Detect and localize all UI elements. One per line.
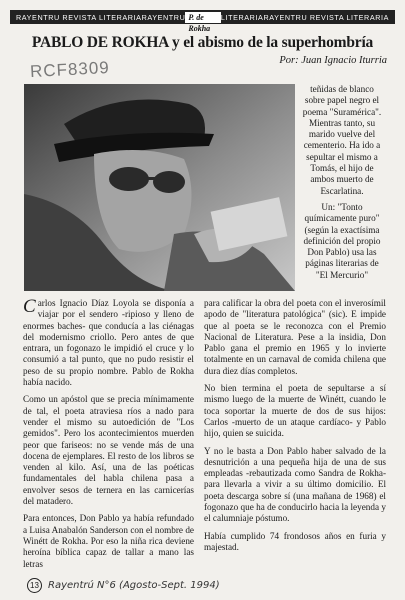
banner-text: LITERARIA (220, 12, 264, 22)
right-column-text (300, 84, 384, 286)
paragraph: para calificar la obra del poeta con el inverosímil apodo de "literatura patológica" (sic). E impide que al poeta se le reconozca con el Premio Nacional de Literatura. Pese a la insidia, Don Pablo gana el premio en 1965 y lo invierte totalmente en un carnaval de comida chilena que dura diez días completos. (204, 298, 386, 376)
page-number: 13 (27, 578, 42, 593)
paragraph: Como un apóstol que se precia mínimamente de tal, el poeta atraviesa ríos a nado para vender el mismo su autoedición de "Los gemidos". Pero los acontecimientos muerden peor que fariseos: no se vende más de una docena de ejemplares. El resto de los libros se venden al kilo. Así, una de las poéticas fundamentales del habla chilena pasa a envolver sesos de ternera en las carnicerías del matadero. (23, 394, 194, 507)
banner-brand: P. de Rokha (185, 12, 221, 23)
banner-text: RAYENTRU REVISTA LITERARIA (16, 12, 142, 22)
drop-cap: C (23, 296, 36, 317)
banner-text: RAYENTRU REVISTA LITERARIA (263, 12, 389, 22)
page-footer (27, 578, 220, 593)
paragraph: No bien termina el poeta de sepultarse a sí mismo luego de la muerte de Winétt, cuando le toca soportar la muerte de dos de sus hijos: Carlos -muerto de un ataque cardíaco- y Pablo hijo, quien se suicida. (204, 383, 386, 439)
middle-column-text (204, 298, 386, 559)
paragraph: teñidas de blanco sobre papel negro el poema "Suramérica". Mientras tanto, su marido vuelve del cementerio. Ha ido a sepultar el mismo a Tomás, el hijo de ambos muerto de Escarlatina. (302, 84, 382, 196)
paragraph: Un: "Tonto químicamente puro" (según la exactísima definición del propio Don Pablo) usa las páginas literarias de "El Mercurio" (303, 201, 381, 280)
catalog-stamp: RCF8309 (29, 57, 111, 82)
paragraph: arlos Ignacio Díaz Loyola se disponía a viajar por el sendero -ripioso y lleno de enormes baches- que conducía a las ciénagas del modernismo criollo. Pero antes de que entrara, un fogonazo le impidió el cruce y lo consumió a tal punto, que no pudo resistir el peso de su propio nombre. Pablo de Rokha había nacido. (23, 298, 194, 388)
handwritten-source-note: Rayentrú N°6 (Agosto-Sept. 1994) (48, 580, 220, 591)
paragraph: Y no le basta a Don Pablo haber salvado de la desnutrición a una pequeña hija de una de sus empleadas -rebautizada como Sandra de Rokha- para llevarla a vivir a su último domicilio. El poeta descarga sobre sí (una mañana de 1968) el fogonazo que ha de conducirlo hacia la leyenda y el calumniaje póstumo. (204, 445, 386, 524)
paragraph: Para entonces, Don Pablo ya había refundado a Luisa Anabalón Sanderson con el nombre de Winétt de Rokha. Por eso la niña rica deviene heroína bíblica capaz de tallar a mano las letras (23, 513, 194, 569)
article-author: Por: Juan Ignacio Iturria (279, 55, 387, 66)
paragraph: Había cumplido 74 frondosos años en furia y majestad. (204, 530, 386, 552)
article-title: PABLO DE ROKHA y el abismo de la superhombría (31, 34, 374, 51)
left-column-text (23, 298, 194, 576)
banner-text: RAYENTRU (141, 12, 186, 22)
masthead-banner (10, 10, 395, 33)
portrait-photo-icon (24, 84, 295, 291)
